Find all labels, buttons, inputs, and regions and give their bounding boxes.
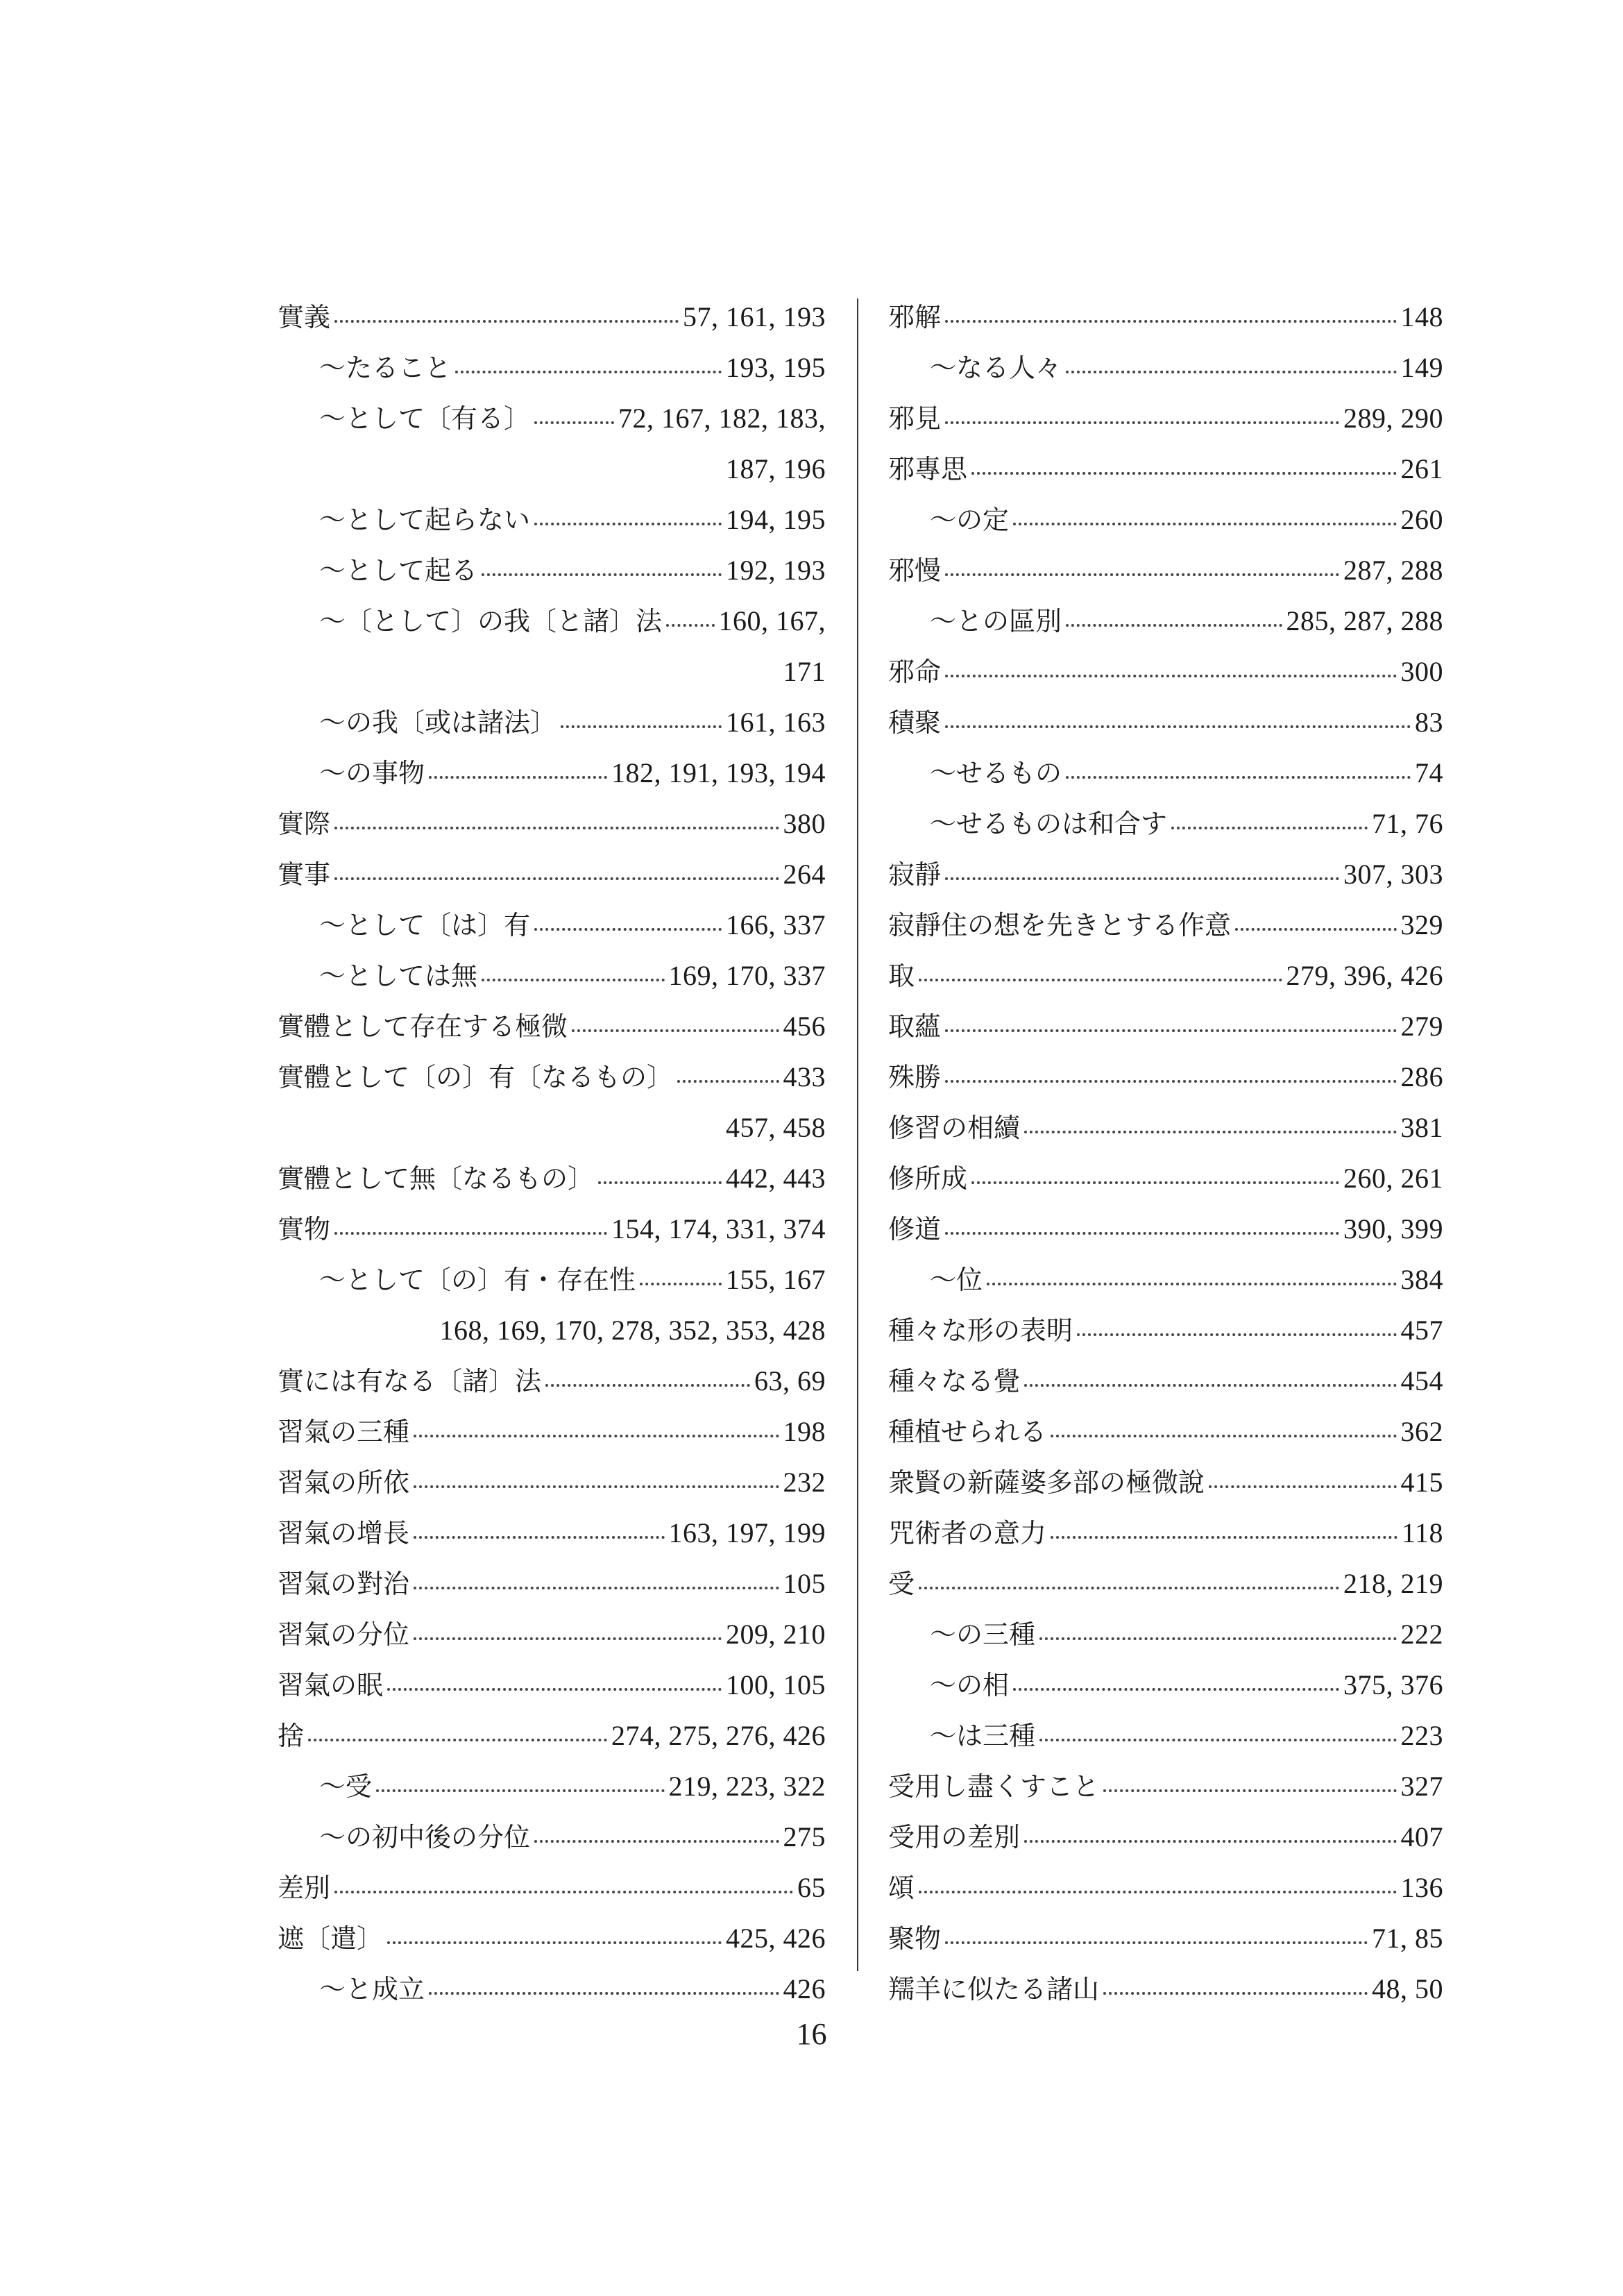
index-term: 邪慢: [888, 555, 942, 586]
index-pages: 48, 50: [1372, 1973, 1443, 2004]
index-entry: [888, 900, 1443, 950]
index-term: 殊勝: [888, 1062, 942, 1092]
index-term: 實事: [278, 859, 331, 890]
index-pages: 260: [1400, 504, 1443, 535]
leader-dots: [1039, 1637, 1396, 1640]
index-term: 〜は三種: [930, 1721, 1036, 1751]
index-subentry: [888, 1609, 1443, 1660]
index-subentry: [888, 342, 1443, 393]
index-entry: [888, 950, 1443, 1001]
index-pages: 168, 169, 170, 278, 352, 353, 428: [439, 1315, 826, 1346]
index-pages: 198: [783, 1416, 826, 1447]
index-pages: 300: [1400, 656, 1443, 687]
index-pages: 154, 174, 331, 374: [611, 1213, 826, 1244]
index-term: 〜受: [319, 1771, 373, 1802]
index-term: 〜の相: [930, 1670, 1010, 1700]
leader-dots: [1209, 1485, 1396, 1488]
index-pages: 71, 85: [1372, 1923, 1443, 1954]
index-pages: 286: [1400, 1061, 1443, 1092]
index-pages: 57, 161, 193: [683, 301, 826, 332]
page-number: 16: [796, 2017, 827, 2051]
leader-dots: [572, 1029, 779, 1032]
leader-dots: [640, 1283, 722, 1285]
index-entry: [278, 1153, 826, 1204]
index-term: 寂靜: [888, 859, 942, 890]
index-pages: 83: [1415, 707, 1443, 738]
index-pages: 161, 163: [726, 707, 826, 738]
index-subentry: [278, 1812, 826, 1862]
index-term: 〜と成立: [319, 1974, 425, 2004]
index-pages: 380: [783, 808, 826, 839]
index-term: 頌: [888, 1873, 915, 1903]
index-subentry: [278, 545, 826, 596]
leader-dots: [677, 1080, 779, 1083]
index-pages: 192, 193: [726, 555, 826, 586]
leader-dots: [414, 1587, 779, 1589]
index-entry: [278, 1406, 826, 1457]
index-column-left: [278, 292, 826, 2014]
leader-dots: [414, 1435, 779, 1437]
leader-dots: [971, 472, 1396, 475]
leader-dots: [482, 573, 722, 576]
leader-dots: [1024, 1384, 1396, 1387]
index-entry: [888, 1964, 1443, 2014]
index-pages: 260, 261: [1343, 1163, 1443, 1194]
index-term: 咒術者の意力: [888, 1518, 1047, 1548]
index-entry-continuation: [278, 1102, 826, 1153]
index-pages: 232: [783, 1467, 826, 1498]
leader-dots: [1066, 776, 1411, 779]
index-term: 種々な形の表明: [888, 1315, 1073, 1346]
index-term: 習氣の三種: [278, 1417, 410, 1447]
index-pages: 456: [783, 1011, 826, 1042]
leader-dots: [429, 776, 607, 779]
index-entry-continuation: [278, 444, 826, 494]
index-subentry: [888, 798, 1443, 849]
leader-dots: [1013, 1688, 1339, 1691]
index-column-right: [888, 292, 1443, 2014]
index-entry-continuation: [278, 646, 826, 697]
index-term: 習氣の增長: [278, 1518, 410, 1548]
leader-dots: [945, 573, 1339, 576]
leader-dots: [534, 928, 722, 931]
index-entry: [278, 1913, 826, 1964]
index-entry: [888, 1558, 1443, 1609]
leader-dots: [945, 1080, 1396, 1083]
leader-dots: [414, 1536, 664, 1539]
index-subentry: [278, 393, 826, 444]
index-pages: 222: [1400, 1619, 1443, 1650]
index-entry: [888, 1913, 1443, 1964]
index-entry: [888, 1204, 1443, 1254]
index-term: 〜の定: [930, 505, 1010, 535]
index-term: 實體として存在する極微: [278, 1011, 568, 1042]
leader-dots: [387, 1941, 722, 1944]
index-subentry: [888, 748, 1443, 798]
index-pages: 415: [1400, 1467, 1443, 1498]
index-term: 〜として〔の〕有・存在性: [319, 1265, 636, 1295]
leader-dots: [455, 371, 722, 373]
index-pages: 194, 195: [726, 504, 826, 535]
index-term: 〜の初中後の分位: [319, 1822, 531, 1852]
index-pages: 381: [1400, 1112, 1443, 1143]
index-entry: [888, 1052, 1443, 1102]
index-term: 實體として〔の〕有〔なるもの〕: [278, 1062, 674, 1092]
leader-dots: [1024, 1840, 1396, 1843]
index-pages: 457: [1400, 1315, 1443, 1346]
index-pages: 163, 197, 199: [668, 1517, 826, 1548]
index-term: 〜として〔は〕有: [319, 910, 531, 940]
index-pages: 166, 337: [726, 909, 826, 940]
index-entry: [888, 1812, 1443, 1862]
leader-dots: [945, 877, 1339, 880]
index-term: 〜せるもの: [930, 758, 1062, 788]
leader-dots: [376, 1789, 664, 1792]
leader-dots: [534, 523, 722, 525]
leader-dots: [919, 1587, 1339, 1589]
index-entry: [888, 1305, 1443, 1356]
index-pages: 72, 167, 182, 183,: [618, 403, 826, 434]
index-pages: 457, 458: [726, 1112, 826, 1143]
index-term: 取蘊: [888, 1011, 942, 1042]
leader-dots: [334, 320, 679, 323]
leader-dots: [534, 1840, 779, 1843]
index-term: 種々なる覺: [888, 1366, 1021, 1396]
index-pages: 74: [1415, 757, 1443, 788]
leader-dots: [561, 725, 722, 728]
index-term: 習氣の對治: [278, 1569, 410, 1599]
index-pages: 285, 287, 288: [1286, 605, 1443, 636]
leader-dots: [414, 1637, 722, 1640]
index-pages: 182, 191, 193, 194: [611, 757, 826, 788]
index-term: 〜として起る: [319, 555, 478, 586]
index-pages: 155, 167: [726, 1264, 826, 1295]
index-pages: 148: [1400, 301, 1443, 332]
index-entry: [278, 798, 826, 849]
leader-dots: [1051, 1435, 1396, 1437]
index-entry: [888, 1761, 1443, 1812]
index-pages: 407: [1400, 1821, 1443, 1852]
index-entry: [888, 1001, 1443, 1052]
index-entry: [278, 849, 826, 900]
index-term: 〜の三種: [930, 1619, 1036, 1650]
index-pages: 160, 167,: [718, 605, 826, 636]
index-subentry: [888, 596, 1443, 646]
leader-dots: [1171, 827, 1368, 829]
index-term: 〜として〔有る〕: [319, 403, 531, 434]
index-term: 修道: [888, 1214, 942, 1244]
index-term: 取: [888, 961, 915, 991]
index-term: 聚物: [888, 1923, 942, 1954]
leader-dots: [945, 1941, 1368, 1944]
index-term: 〜たること: [319, 353, 452, 383]
index-pages: 329: [1400, 909, 1443, 940]
leader-dots: [414, 1485, 779, 1488]
index-pages: 223: [1400, 1720, 1443, 1751]
index-entry: [278, 1609, 826, 1660]
index-term: 積聚: [888, 707, 942, 738]
index-term: 實には有なる〔諸〕法: [278, 1366, 542, 1396]
index-pages: 218, 219: [1343, 1568, 1443, 1599]
index-entry: [888, 849, 1443, 900]
index-subentry: [888, 1710, 1443, 1761]
index-entry: [888, 545, 1443, 596]
index-term: 〜の我〔或は諸法〕: [319, 707, 557, 738]
leader-dots: [945, 1232, 1339, 1235]
leader-dots: [1103, 1789, 1396, 1792]
leader-dots: [987, 1283, 1396, 1285]
index-pages: 375, 376: [1343, 1669, 1443, 1700]
index-pages: 287, 288: [1343, 555, 1443, 586]
leader-dots: [971, 1181, 1339, 1184]
leader-dots: [666, 624, 714, 627]
index-entry: [278, 1710, 826, 1761]
index-term: 〜との區別: [930, 606, 1062, 636]
index-entry: [888, 1153, 1443, 1204]
index-entry: [888, 697, 1443, 748]
leader-dots: [534, 421, 614, 424]
leader-dots: [945, 725, 1411, 728]
index-pages: 149: [1400, 352, 1443, 383]
index-pages: 454: [1400, 1365, 1443, 1396]
index-pages: 193, 195: [726, 352, 826, 383]
index-entry: [278, 1356, 826, 1406]
index-pages: 100, 105: [726, 1669, 826, 1700]
index-entry: [278, 1204, 826, 1254]
index-entry: [278, 1660, 826, 1710]
index-term: 〜の事物: [319, 758, 425, 788]
index-entry: [888, 1406, 1443, 1457]
leader-dots: [1235, 928, 1396, 931]
leader-dots: [945, 421, 1339, 424]
index-subentry: [278, 494, 826, 545]
leader-dots: [1066, 624, 1282, 627]
index-pages: 136: [1400, 1872, 1443, 1903]
leader-dots: [1039, 1739, 1396, 1741]
index-entry: [888, 1508, 1443, 1558]
index-term: 羺羊に似たる諸山: [888, 1974, 1100, 2004]
index-pages: 63, 69: [754, 1365, 826, 1396]
index-subentry: [278, 697, 826, 748]
index-pages: 264: [783, 859, 826, 890]
index-entry: [888, 646, 1443, 697]
index-entry: [888, 393, 1443, 444]
index-entry: [888, 444, 1443, 494]
index-pages: 426: [783, 1973, 826, 2004]
index-term: 受用の差別: [888, 1822, 1021, 1852]
index-term: 習氣の分位: [278, 1619, 410, 1650]
index-term: 〜位: [930, 1265, 983, 1295]
index-term: 邪命: [888, 657, 942, 687]
index-term: 寂靜住の想を先きとする作意: [888, 910, 1232, 940]
index-subentry: [278, 1254, 826, 1305]
index-term: 實體として無〔なるもの〕: [278, 1163, 595, 1194]
index-term: 〜なる人々: [930, 353, 1062, 383]
index-entry: [278, 1508, 826, 1558]
leader-dots: [334, 827, 779, 829]
index-term: 實際: [278, 809, 331, 839]
index-pages: 279: [1400, 1011, 1443, 1042]
leader-dots: [598, 1181, 722, 1184]
index-term: 〜として起らない: [319, 505, 531, 535]
index-entry-continuation: [278, 1305, 826, 1356]
index-pages: 187, 196: [726, 453, 826, 484]
leader-dots: [1066, 371, 1396, 373]
column-divider: [857, 298, 858, 1971]
leader-dots: [1013, 523, 1396, 525]
index-entry: [278, 1457, 826, 1508]
index-pages: 118: [1401, 1517, 1443, 1548]
index-term: 捨: [278, 1721, 305, 1751]
index-subentry: [888, 1660, 1443, 1710]
leader-dots: [334, 1891, 793, 1893]
index-pages: 209, 210: [726, 1619, 826, 1650]
index-term: 受用し盡くすこと: [888, 1771, 1100, 1802]
index-subentry: [278, 900, 826, 950]
leader-dots: [429, 1992, 779, 1995]
index-subentry: [888, 494, 1443, 545]
index-pages: 390, 399: [1343, 1213, 1443, 1244]
index-pages: 362: [1400, 1416, 1443, 1447]
index-pages: 274, 275, 276, 426: [611, 1720, 826, 1751]
index-term: 〜せるものは和合す: [930, 809, 1168, 839]
index-pages: 219, 223, 322: [668, 1771, 826, 1802]
index-term: 衆賢の新薩婆多部の極微說: [888, 1467, 1205, 1498]
leader-dots: [1077, 1333, 1396, 1336]
index-entry: [888, 1356, 1443, 1406]
index-pages: 169, 170, 337: [668, 960, 826, 991]
leader-dots: [919, 1891, 1396, 1893]
index-entry: [888, 292, 1443, 342]
index-entry: [278, 1558, 826, 1609]
index-subentry: [278, 950, 826, 1001]
index-pages: 275: [783, 1821, 826, 1852]
index-entry: [278, 1052, 826, 1102]
index-pages: 384: [1400, 1264, 1443, 1295]
leader-dots: [482, 979, 664, 981]
index-pages: 442, 443: [726, 1163, 826, 1194]
index-entry: [278, 292, 826, 342]
leader-dots: [945, 320, 1396, 323]
leader-dots: [945, 1029, 1396, 1032]
index-pages: 327: [1400, 1771, 1443, 1802]
index-term: 邪專思: [888, 454, 968, 484]
index-term: 實義: [278, 302, 331, 332]
leader-dots: [334, 877, 779, 880]
index-term: 受: [888, 1569, 915, 1599]
index-pages: 433: [783, 1061, 826, 1092]
leader-dots: [545, 1384, 750, 1387]
index-pages: 105: [783, 1568, 826, 1599]
index-entry: [278, 1001, 826, 1052]
index-term: 〜としては無: [319, 961, 478, 991]
index-subentry: [278, 1964, 826, 2014]
leader-dots: [945, 675, 1396, 677]
leader-dots: [919, 979, 1282, 981]
index-subentry: [278, 596, 826, 646]
index-pages: 171: [783, 656, 826, 687]
leader-dots: [334, 1232, 607, 1235]
index-pages: 65: [797, 1872, 826, 1903]
index-entry: [888, 1862, 1443, 1913]
index-term: 習氣の眠: [278, 1670, 384, 1700]
index-entry: [888, 1457, 1443, 1508]
index-term: 〜〔として〕の我〔と諸〕法: [319, 606, 663, 636]
index-pages: 307, 303: [1343, 859, 1443, 890]
index-subentry: [278, 342, 826, 393]
index-pages: 261: [1400, 453, 1443, 484]
index-subentry: [888, 1254, 1443, 1305]
index-term: 種植せられる: [888, 1417, 1047, 1447]
index-term: 邪見: [888, 403, 942, 434]
leader-dots: [308, 1739, 607, 1741]
leader-dots: [1024, 1131, 1396, 1133]
index-pages: 425, 426: [726, 1923, 826, 1954]
index-term: 遮〔遣〕: [278, 1923, 384, 1954]
index-subentry: [278, 748, 826, 798]
leader-dots: [1103, 1992, 1368, 1995]
index-term: 修所成: [888, 1163, 968, 1194]
index-term: 習氣の所依: [278, 1467, 410, 1498]
index-pages: 289, 290: [1343, 403, 1443, 434]
index-term: 邪解: [888, 302, 942, 332]
index-term: 差別: [278, 1873, 331, 1903]
leader-dots: [1051, 1536, 1397, 1539]
index-pages: 71, 76: [1372, 808, 1443, 839]
index-pages: 279, 396, 426: [1286, 960, 1443, 991]
index-term: 修習の相續: [888, 1113, 1021, 1143]
index-entry: [278, 1862, 826, 1913]
index-term: 實物: [278, 1214, 331, 1244]
leader-dots: [387, 1688, 722, 1691]
index-subentry: [278, 1761, 826, 1812]
index-entry: [888, 1102, 1443, 1153]
